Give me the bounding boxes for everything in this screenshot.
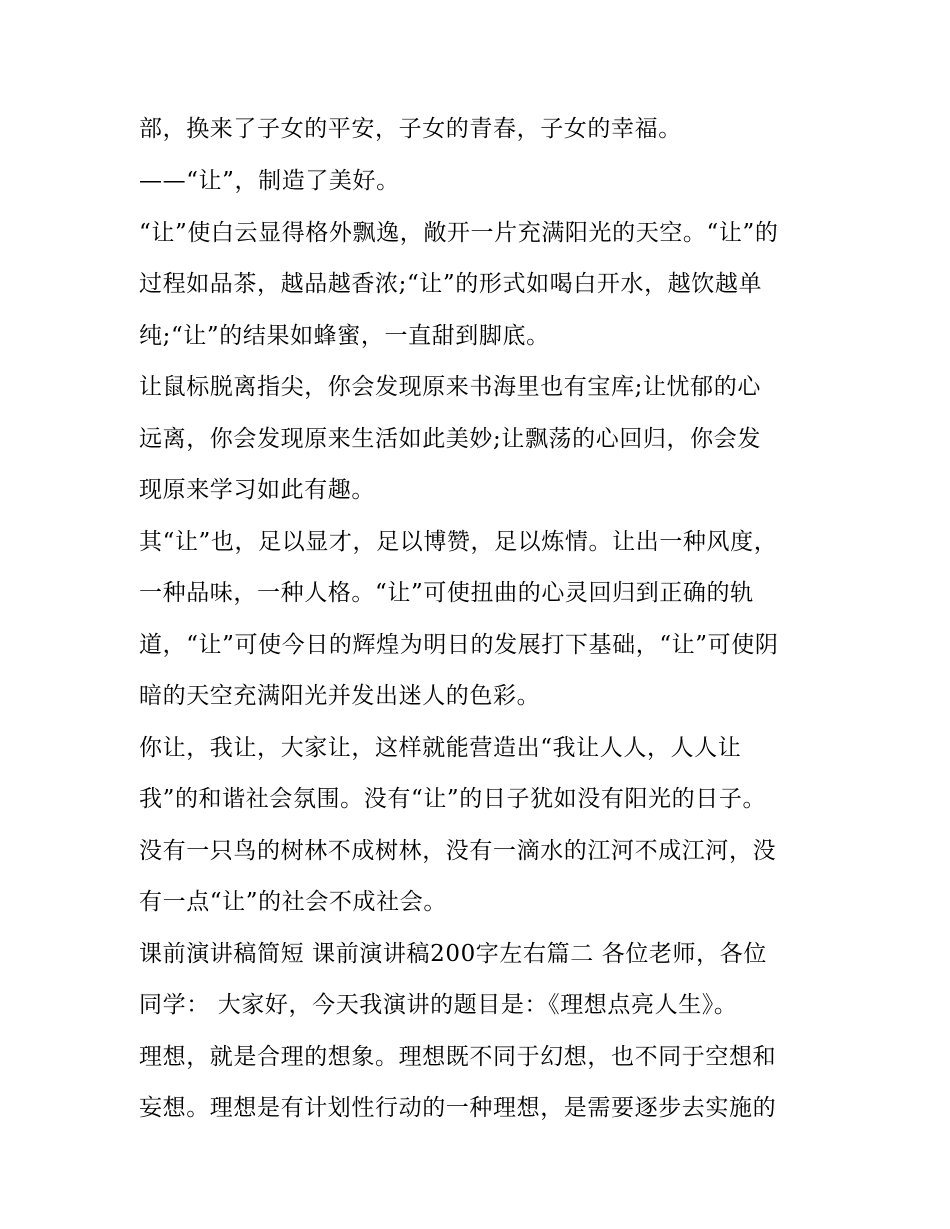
text-line: 妄想。理想是有计划性行动的一种理想，是需要逐步去实施的 bbox=[139, 1095, 777, 1121]
text-line: 同学： 大家好，今天我演讲的题目是：《理想点亮人生》。 bbox=[139, 992, 738, 1018]
text-line: 其“让”也，足以显才，足以博赞，足以炼情。让出一种风度， bbox=[139, 529, 778, 555]
text-line: 有一点“让”的社会不成社会。 bbox=[139, 889, 447, 915]
text-line: 让鼠标脱离指尖，你会发现原来书海里也有宝库;让忧郁的心 bbox=[139, 374, 761, 400]
text-line: 道，“让”可使今日的辉煌为明日的发展打下基础，“让”可使阴 bbox=[139, 632, 779, 658]
text-line: 过程如品茶，越品越香浓;“让”的形式如喝白开水，越饮越单 bbox=[139, 271, 763, 297]
text-line: 暗的天空充满阳光并发出迷人的色彩。 bbox=[139, 683, 541, 709]
text-line: 理想，就是合理的想象。理想既不同于幻想，也不同于空想和 bbox=[139, 1044, 777, 1070]
text-line: 一种品味，一种人格。“让”可使扭曲的心灵回归到正确的轨 bbox=[139, 580, 754, 606]
text-line: 纯;“让”的结果如蜂蜜，一直甜到脚底。 bbox=[139, 323, 550, 349]
text-line: 部，换来了子女的平安，子女的青春，子女的幸福。 bbox=[139, 116, 682, 142]
text-line: 课前演讲稿简短 课前演讲稿200字左右篇二 各位老师，各位 bbox=[139, 941, 767, 967]
text-line: 我”的和谐社会氛围。没有“让”的日子犹如没有阳光的日子。 bbox=[139, 786, 767, 812]
text-line: ——“让”，制造了美好。 bbox=[139, 168, 400, 194]
text-line: 现原来学习如此有趣。 bbox=[139, 477, 375, 503]
text-line: 没有一只鸟的树林不成树林，没有一滴水的江河不成江河，没 bbox=[139, 838, 777, 864]
text-line: “让”使白云显得格外飘逸，敞开一片充满阳光的天空。“让”的 bbox=[139, 220, 779, 246]
text-line: 远离，你会发现原来生活如此美妙;让飘荡的心回归，你会发 bbox=[139, 426, 761, 452]
text-line: 你让，我让，大家让，这样就能营造出“我让人人，人人让 bbox=[139, 735, 742, 761]
